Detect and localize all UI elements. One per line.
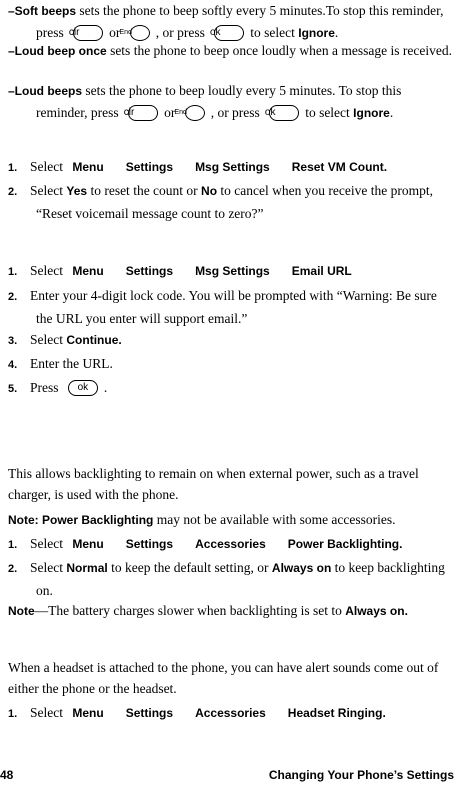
note-label: Note <box>8 604 35 618</box>
continue-option: Continue. <box>66 333 122 347</box>
step-text: Select <box>30 332 67 347</box>
email-url-step-4 <box>8 353 452 376</box>
step-number: 1. <box>8 708 18 720</box>
clr-key-icon: clr <box>73 25 103 41</box>
clr-key-icon: clr <box>128 105 158 121</box>
ok-key-icon: ok <box>214 25 244 41</box>
or-text: or <box>109 25 121 40</box>
reset-vm-step-2 <box>8 180 452 224</box>
step-text: Press <box>30 380 59 395</box>
step-text: Select <box>30 560 67 575</box>
headset-step-1 <box>8 702 452 725</box>
path-reset-vm-count: Reset VM Count. <box>291 160 388 174</box>
step-number: 3. <box>8 335 18 347</box>
normal-option: Normal <box>66 561 108 575</box>
end-key-icon: End <box>130 25 150 41</box>
path-settings: Settings <box>125 264 174 278</box>
path-settings: Settings <box>125 160 174 174</box>
path-msg-settings: Msg Settings <box>195 264 270 278</box>
path-msg-settings: Msg Settings <box>195 160 270 174</box>
page-number: 48 <box>0 768 14 782</box>
end-key-icon: End <box>185 105 205 121</box>
no-option: No <box>201 184 218 198</box>
soft-beeps-item: –Soft beeps sets the phone to beep softly every 5 minutes.To stop this reminder, press clr or End , or press ok to select Ignore. <box>8 3 444 40</box>
path-accessories: Accessories <box>195 706 266 720</box>
path-menu: Menu <box>72 264 104 278</box>
ignore-option: Ignore <box>298 26 335 40</box>
always-on-option: Always on <box>271 561 332 575</box>
loud-beep-once-label: –Loud beep once <box>8 44 107 58</box>
path-menu: Menu <box>72 706 104 720</box>
step-number: 1. <box>8 539 18 551</box>
menu-path <box>72 537 402 551</box>
chapter-title: Changing Your Phone’s Settings <box>268 768 454 782</box>
loud-beeps-text: sets the phone to beep loudly every 5 minutes. To stop this reminder, press <box>36 83 402 120</box>
path-menu: Menu <box>72 537 104 551</box>
or-press-text: , or press <box>155 25 205 40</box>
step-text: to keep the default setting, or <box>107 560 272 575</box>
step-text: Select <box>30 536 63 551</box>
always-on-option: Always on. <box>345 604 408 618</box>
page-footer <box>0 768 454 784</box>
note-text: may not be available with some accessories. <box>153 512 396 527</box>
select-text: to select <box>305 105 350 120</box>
or-press-text: , or press <box>210 105 260 120</box>
step-number: 2. <box>8 291 18 303</box>
path-settings: Settings <box>125 537 174 551</box>
note-text: —The battery charges slower when backlighting is set to <box>34 603 346 618</box>
step-number: 4. <box>8 359 18 371</box>
yes-option: Yes <box>66 184 88 198</box>
menu-path <box>72 264 351 278</box>
menu-path <box>72 706 385 720</box>
backlight-step-2 <box>8 557 452 601</box>
step-text: to keep backlighting on. <box>36 560 445 598</box>
step-text: Enter the URL. <box>30 356 113 371</box>
path-power-backlighting: Power Backlighting. <box>287 537 403 551</box>
note-label: Note: Power Backlighting <box>8 513 154 527</box>
step-number: 2. <box>8 563 18 575</box>
loud-beeps-item: –Loud beeps sets the phone to beep loudly every 5 minutes. To stop this reminder, press clr or End , or press ok to select Ignore. <box>8 83 402 120</box>
path-email-url: Email URL <box>291 264 352 278</box>
ok-key-icon: ok <box>269 105 299 121</box>
path-settings: Settings <box>125 706 174 720</box>
step-text: . <box>103 380 108 395</box>
step-text: Enter your 4-digit lock code. You will be prompted with “Warning: Be sure the URL you enter will support email.” <box>30 288 437 326</box>
ignore-option: Ignore <box>353 106 390 120</box>
step-number: 1. <box>8 266 18 278</box>
step-text: to reset the count or <box>87 183 202 198</box>
backlight-note-2 <box>8 600 452 622</box>
step-text: Select <box>30 159 63 174</box>
email-url-step-3 <box>8 329 452 352</box>
loud-beep-once-item <box>8 40 452 62</box>
soft-beeps-label: –Soft beeps <box>8 4 77 18</box>
email-url-step-1 <box>8 260 452 283</box>
path-headset-ringing: Headset Ringing. <box>287 706 386 720</box>
loud-beep-once-text: sets the phone to beep once loudly when a message is received. <box>106 43 452 58</box>
step-text: Select <box>30 183 67 198</box>
step-text: Select <box>30 263 63 278</box>
path-menu: Menu <box>72 160 104 174</box>
soft-beeps-text: sets the phone to beep softly every 5 minutes.To stop this reminder, press <box>36 3 444 40</box>
or-text: or <box>164 105 176 120</box>
loud-beeps-label: –Loud beeps <box>8 84 83 98</box>
step-text: Select <box>30 705 63 720</box>
step-number: 1. <box>8 162 18 174</box>
step-text: to cancel when you receive the prompt, “Reset voicemail message count to zero?” <box>36 183 433 221</box>
email-url-step-2 <box>8 285 452 329</box>
reset-vm-step-1 <box>8 156 452 179</box>
backlight-step-1 <box>8 533 452 556</box>
headset-intro: When a headset is attached to the phone, you can have alert sounds come out of either the phone or the headset. <box>8 660 439 696</box>
email-url-step-5 <box>8 377 452 400</box>
select-text: to select <box>250 25 295 40</box>
step-number: 5. <box>8 383 18 395</box>
path-accessories: Accessories <box>195 537 266 551</box>
ok-key-icon: ok <box>68 380 98 396</box>
backlight-note <box>8 509 452 531</box>
step-number: 2. <box>8 186 18 198</box>
backlight-intro: This allows backlighting to remain on when external power, such as a travel charger, is used with the phone. <box>8 466 419 502</box>
menu-path <box>72 160 387 174</box>
